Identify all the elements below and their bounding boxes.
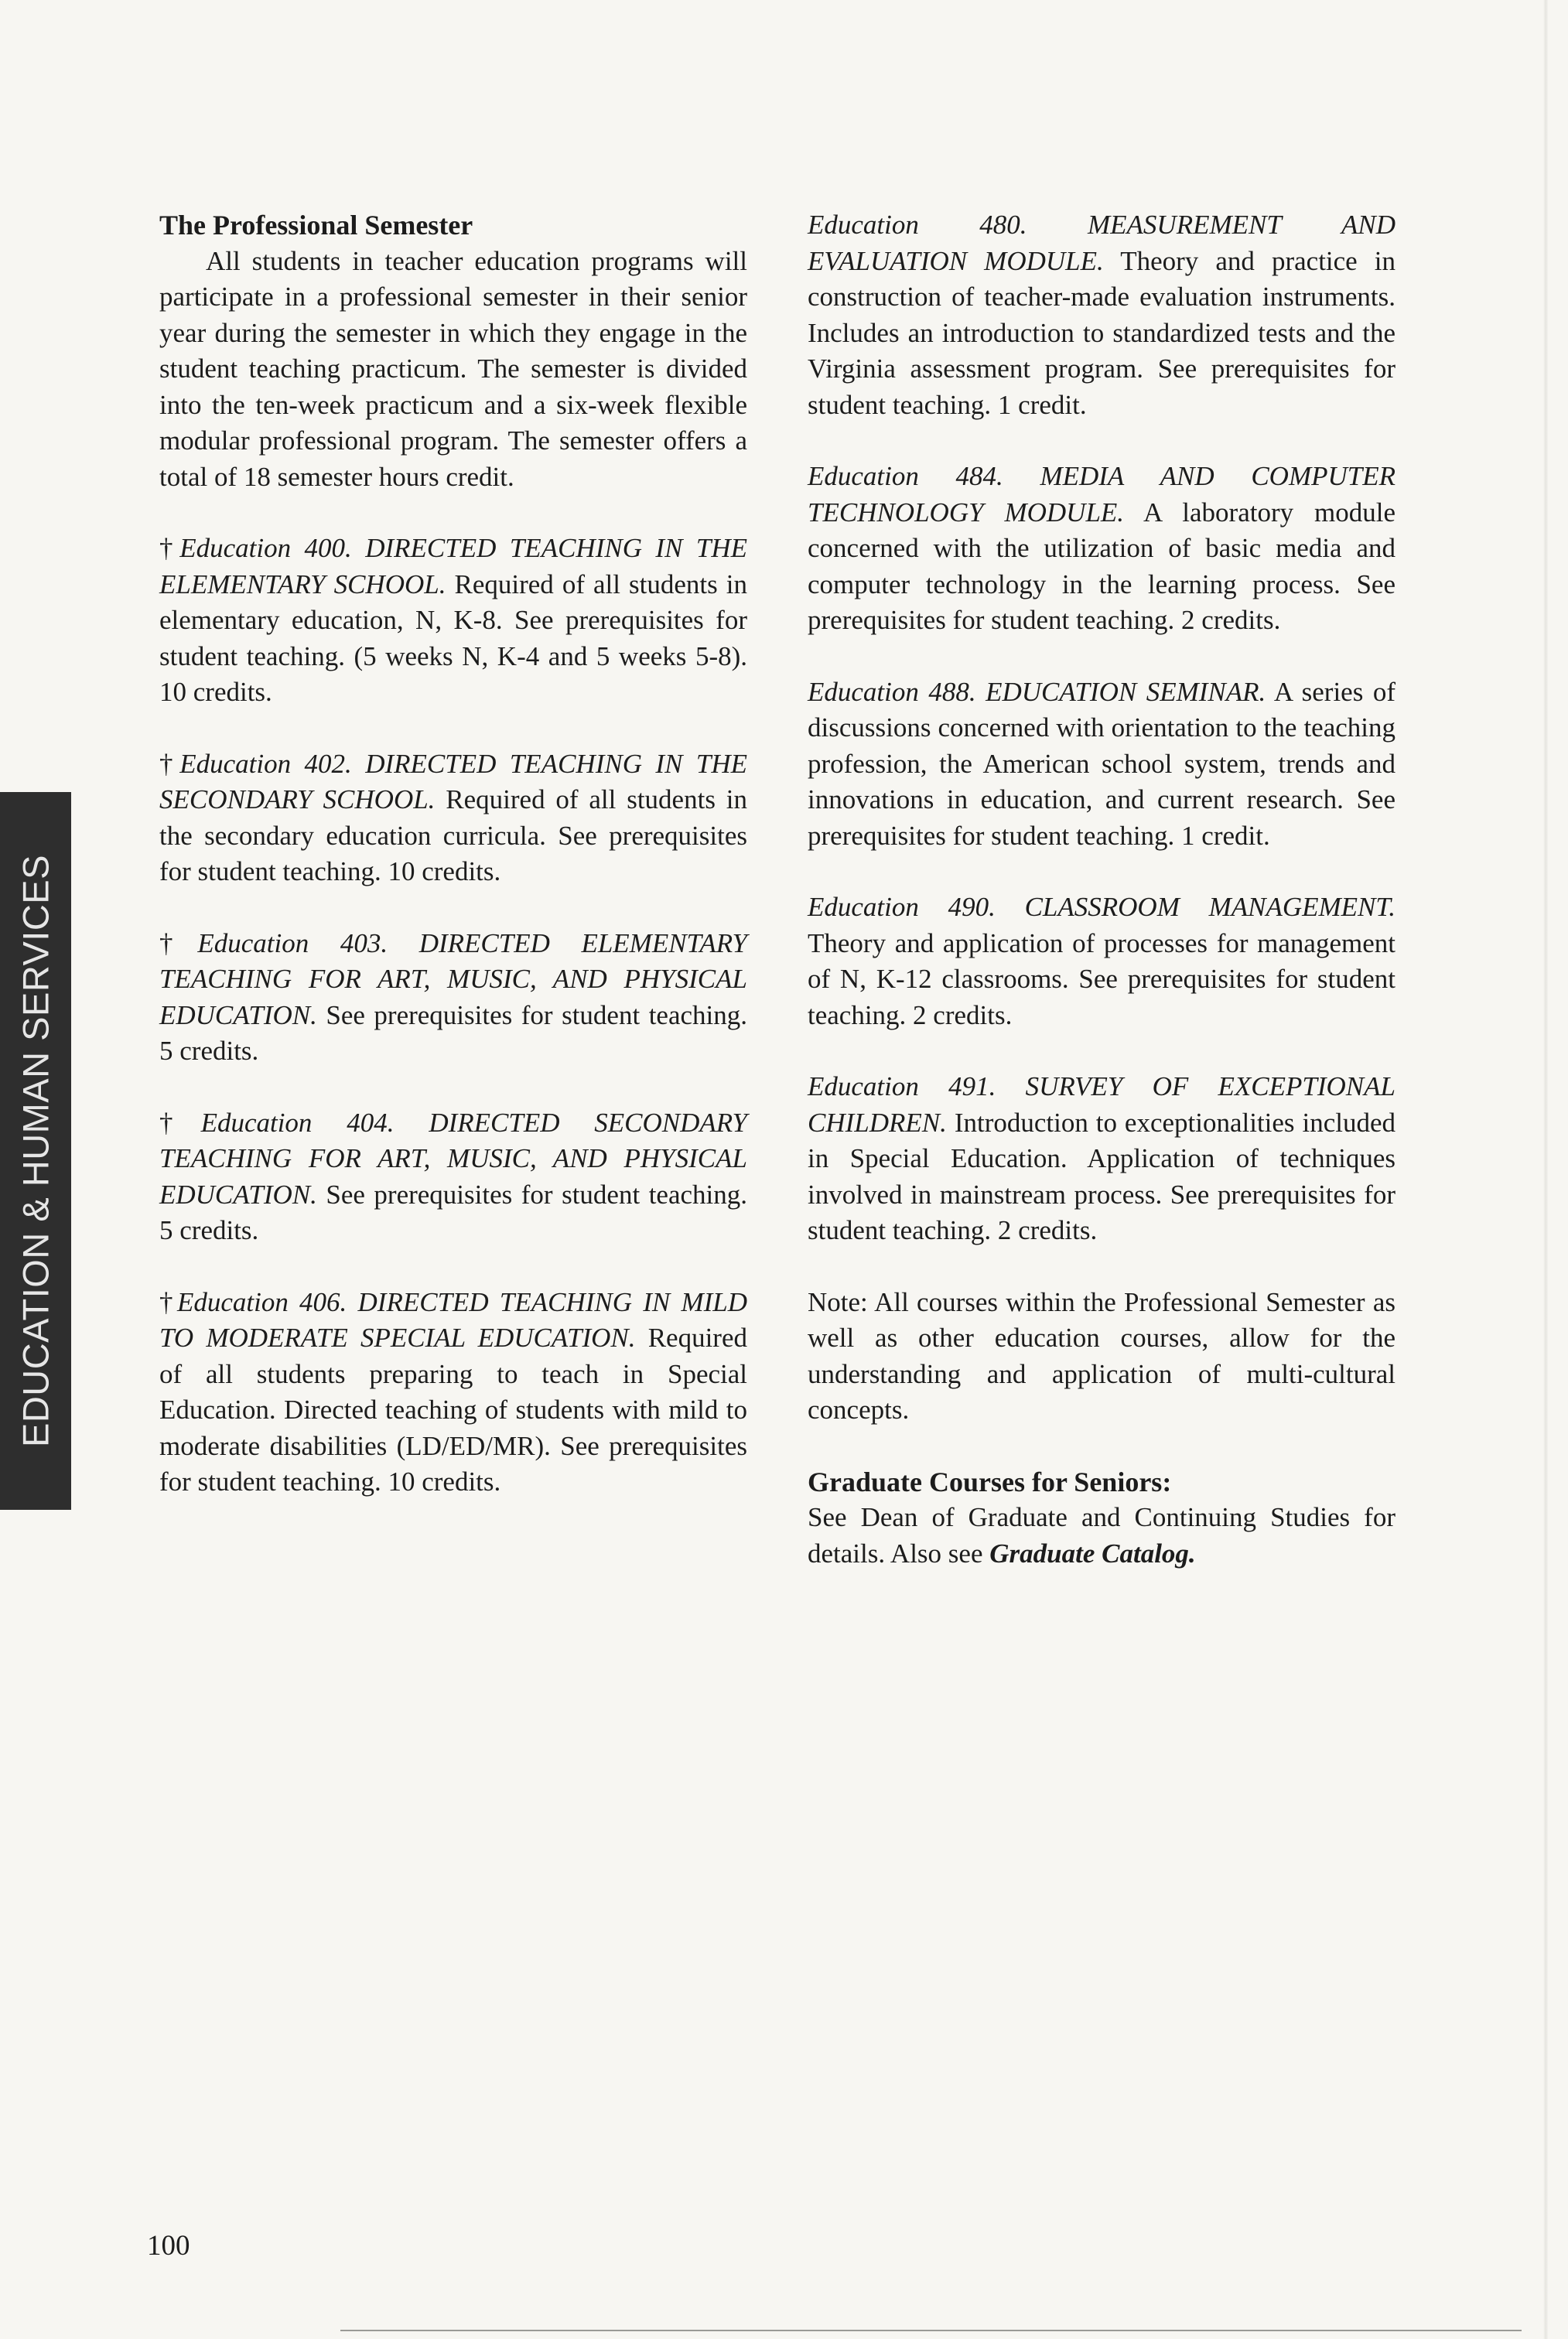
course-description: See prerequisites for student teaching. 5 credits. — [159, 1179, 747, 1245]
course-number: Education 484. — [808, 461, 1003, 491]
page-number: 100 — [147, 2230, 190, 2262]
course-entry-491 — [808, 1069, 1395, 1249]
course-entry-488 — [808, 674, 1395, 855]
intro-paragraph: All students in teacher education programs will participate in a professional semester in their senior year during the semester in which they engage in the student teaching practicum. The semester is divided into the ten-week practicum and a six-week flexible modular professional program. The semester offers a total of 18 semester hours credit. — [159, 245, 747, 492]
course-entry-484 — [808, 459, 1395, 639]
course-description: See prerequisites for student teaching. 5 credits. — [159, 999, 747, 1066]
dagger-mark: † — [159, 927, 198, 958]
dagger-mark: † — [159, 533, 180, 563]
course-description: Required of all students preparing to teach in Special Education. Directed teaching of students with mild to moderate disabilities (LD/ED/MR). See prerequisites for student teaching. 10 credits. — [159, 1323, 747, 1497]
course-number: Education 403. — [197, 927, 388, 958]
section-heading: The Professional Semester — [159, 210, 473, 241]
course-number: Education 402. — [179, 748, 352, 779]
course-entry-404 — [159, 1105, 747, 1249]
course-description: Theory and application of processes for management of N, K-12 classrooms. See prerequisites for student teaching. 2 credits. — [808, 927, 1395, 1030]
bottom-rule — [340, 2330, 1522, 2331]
course-title: DIRECTED ELEMENTARY TEACHING FOR ART, MUSIC, AND PHYSICAL EDUCATION. — [159, 927, 748, 1030]
dagger-mark: † — [159, 1286, 177, 1317]
section-side-tab-label: EDUCATION & HUMAN SERVICES — [15, 855, 56, 1447]
right-column — [808, 207, 1395, 1572]
course-entry-400 — [159, 531, 747, 711]
dagger-mark: † — [159, 748, 180, 779]
course-title: DIRECTED SECONDARY TEACHING FOR ART, MUSIC, AND PHYSICAL EDUCATION. — [159, 1107, 747, 1210]
graduate-courses-text: See Dean of Graduate and Continuing Studies for details. Also see — [808, 1502, 1395, 1569]
course-number: Education 491. — [808, 1071, 996, 1101]
course-title: DIRECTED TEACHING IN THE SECONDARY SCHOOL. — [159, 748, 747, 814]
course-entry-402 — [159, 746, 747, 890]
course-title: MEASUREMENT AND EVALUATION MODULE. — [808, 210, 1395, 276]
course-title: DIRECTED TEACHING IN MILD TO MODERATE SPECIAL EDUCATION. — [159, 1286, 748, 1353]
course-title: MEDIA AND COMPUTER TECHNOLOGY MODULE. — [808, 461, 1395, 528]
multicultural-note: Note: All courses within the Professional Semester as well as other education courses, allow for the understanding and application of multi-cultural concepts. — [808, 1286, 1395, 1425]
course-title: EDUCATION SEMINAR. — [986, 676, 1266, 707]
graduate-catalog-reference: Graduate Catalog. — [989, 1538, 1196, 1569]
course-description: A laboratory module concerned with the utilization of basic media and computer technology in the learning process. See prerequisites for student teaching. 2 credits. — [808, 497, 1396, 635]
graduate-courses-heading: Graduate Courses for Seniors: — [808, 1466, 1172, 1497]
course-description: A series of discussions concerned with orientation to the teaching profession, the American school system, trends and innovations in education, and current research. See prerequisites for student teaching. 1 credit. — [808, 676, 1395, 851]
course-description: Theory and practice in construction of teacher-made evaluation instruments. Includes an introduction to standardized tests and the Virginia assessment program. See prerequisites for student teaching. 1 credit. — [808, 245, 1396, 420]
course-description: Introduction to exceptionalities included in Special Education. Application of techniques involved in mainstream process. See prerequisites for student teaching. 2 credits. — [808, 1107, 1395, 1245]
course-description: Required of all students in the secondary education curricula. See prerequisites for student teaching. 10 credits. — [159, 784, 747, 886]
course-number: Education 480. — [808, 210, 1027, 240]
course-title: CLASSROOM MANAGEMENT. — [1024, 892, 1395, 922]
course-number: Education 404. — [200, 1107, 395, 1138]
section-side-tab — [0, 792, 71, 1510]
graduate-courses-section — [808, 1464, 1395, 1572]
course-number: Education 400. — [179, 533, 352, 563]
page-edge-shadow — [1543, 0, 1548, 2339]
course-entry-490 — [808, 890, 1395, 1033]
course-number: Education 488. — [808, 676, 976, 707]
course-title: SURVEY OF EXCEPTIONAL CHILDREN. — [808, 1071, 1395, 1138]
course-number: Education 490. — [808, 892, 996, 922]
course-entry-403 — [159, 926, 747, 1070]
course-description: Required of all students in elementary education, N, K-8. See prerequisites for student teaching. (5 weeks N, K-4 and 5 weeks 5-8). 10 credits. — [159, 569, 747, 707]
course-entry-406 — [159, 1285, 747, 1501]
course-entry-480 — [808, 207, 1395, 423]
course-title: DIRECTED TEACHING IN THE ELEMENTARY SCHOOL. — [159, 533, 747, 599]
dagger-mark: † — [159, 1107, 201, 1138]
course-number: Education 406. — [176, 1286, 347, 1317]
left-column — [159, 207, 747, 1501]
